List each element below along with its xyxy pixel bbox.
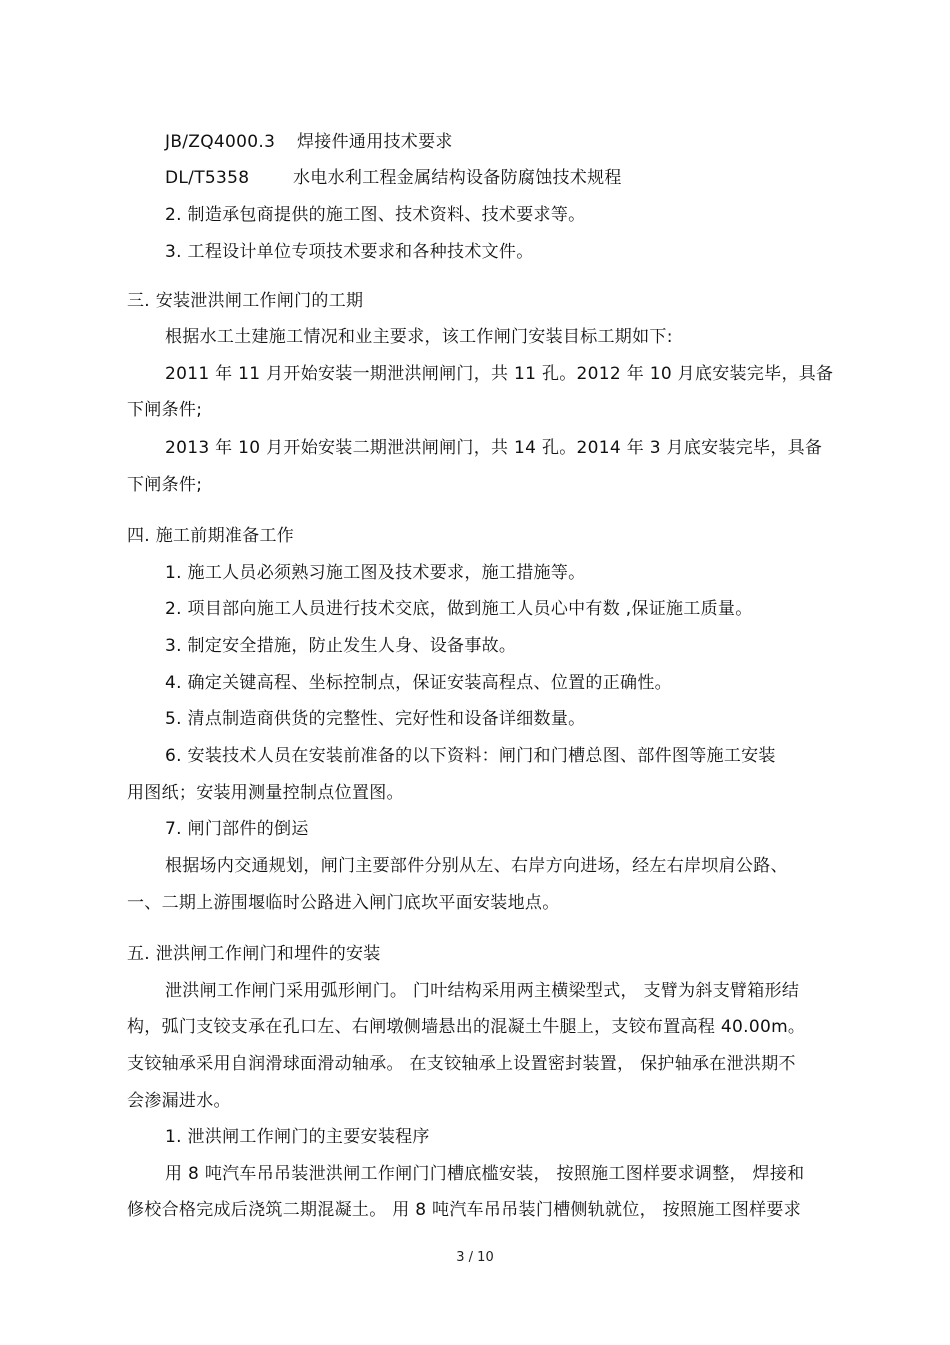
list-item: 3. 制定安全措施，防止发生人身、设备事故。 xyxy=(165,636,517,656)
list-item: 1. 施工人员必须熟习施工图及技术要求，施工措施等。 xyxy=(165,563,586,583)
standard-title: 水电水利工程金属结构设备防腐蚀技术规程 xyxy=(293,168,622,188)
paragraph: 2011 年 11 月开始安装一期泄洪闸闸门，共 11 孔。2012 年 10 月底安装完毕，具备 xyxy=(165,364,834,384)
paragraph: 泄洪闸工作闸门采用弧形闸门。 门叶结构采用两主横梁型式， 支臂为斜支臂箱形结 xyxy=(165,981,800,1001)
standard-code: DL/T5358 xyxy=(165,168,250,188)
paragraph: 用 8 吨汽车吊吊装泄洪闸工作闸门门槽底槛安装， 按照施工图样要求调整， 焊接和 xyxy=(165,1164,805,1184)
standard-title: 焊接件通用技术要求 xyxy=(297,132,453,152)
paragraph: 下闸条件; xyxy=(127,475,203,495)
list-item: 6. 安装技术人员在安装前准备的以下资料：闸门和门槽总图、部件图等施工安装 xyxy=(165,746,776,766)
paragraph: 会渗漏进水。 xyxy=(127,1091,231,1111)
paragraph: 2013 年 10 月开始安装二期泄洪闸闸门，共 14 孔。2014 年 3 月底安装完毕，具备 xyxy=(165,438,823,458)
paragraph: 根据水工土建施工情况和业主要求，该工作闸门安装目标工期如下: xyxy=(165,327,673,347)
basis-item-3: 3. 工程设计单位专项技术要求和各种技术文件。 xyxy=(165,242,534,262)
list-item: 7. 闸门部件的倒运 xyxy=(165,819,309,839)
paragraph: 修校合格完成后浇筑二期混凝土。 用 8 吨汽车吊吊装门槽侧轨就位， 按照施工图样要求 xyxy=(127,1200,802,1220)
section-heading-3: 三. 安装泄洪闸工作闸门的工期 xyxy=(127,291,364,311)
paragraph: 一、二期上游围堰临时公路进入闸门底坎平面安装地点。 xyxy=(127,893,560,913)
paragraph: 根据场内交通规划，闸门主要部件分别从左、右岸方向进场，经左右岸坝肩公路、 xyxy=(165,856,788,876)
standard-line-1 xyxy=(165,130,453,154)
page-number: 3 / 10 xyxy=(456,1250,494,1265)
list-item: 5. 清点制造商供货的完整性、完好性和设备详细数量。 xyxy=(165,709,586,729)
list-item: 4. 确定关键高程、坐标控制点，保证安装高程点、位置的正确性。 xyxy=(165,673,672,693)
section-heading-4: 四. 施工前期准备工作 xyxy=(127,526,295,546)
paragraph: 支铰轴承采用自润滑球面滑动轴承。 在支铰轴承上设置密封装置， 保护轴承在泄洪期不 xyxy=(127,1054,796,1074)
list-item: 2. 项目部向施工人员进行技术交底，做到施工人员心中有数 ,保证施工质量。 xyxy=(165,599,753,619)
standard-code: JB/ZQ4000.3 xyxy=(165,132,276,152)
paragraph: 下闸条件; xyxy=(127,400,203,420)
basis-item-2: 2. 制造承包商提供的施工图、技术资料、技术要求等。 xyxy=(165,205,586,225)
sub-heading: 1. 泄洪闸工作闸门的主要安装程序 xyxy=(165,1127,430,1147)
list-item-continuation: 用图纸；安装用测量控制点位置图。 xyxy=(127,783,404,803)
section-heading-5: 五. 泄洪闸工作闸门和埋件的安装 xyxy=(127,944,381,964)
paragraph: 构，弧门支铰支承在孔口左、右闸墩侧墙悬出的混凝土牛腿上，支铰布置高程 40.00m。 xyxy=(127,1017,806,1037)
standard-line-2 xyxy=(165,166,622,190)
